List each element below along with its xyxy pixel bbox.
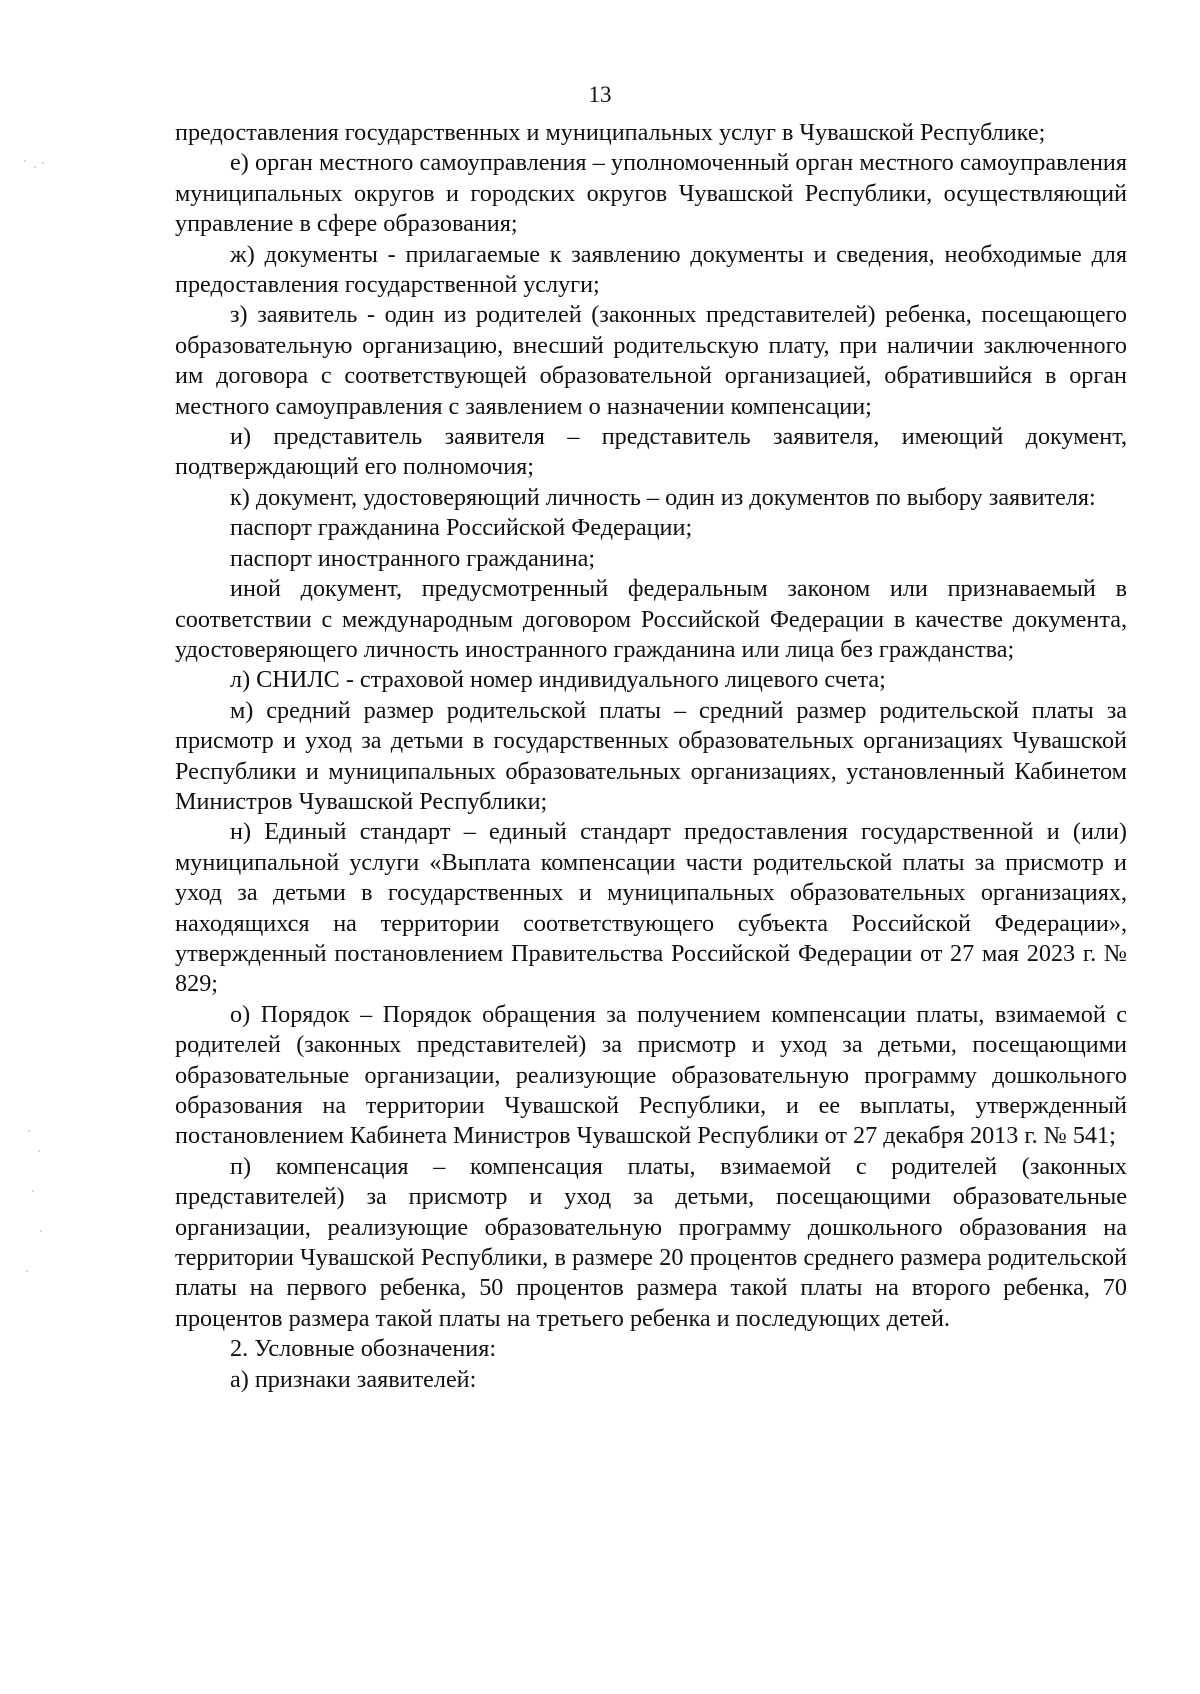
- paragraph-k-identity-document: к) документ, удостоверяющий личность – один из документов по выбору заявителя:: [230, 483, 1096, 511]
- paragraph-n-unified-standard: н) Единый стандарт – единый стандарт предоставления государственной и (или) муниципальной услуги «Выплата компенсации части родительской платы за присмотр и уход за детьми в государственных и муниципальных образовательных организациях, находящихся на территории соответствующего субъекта Российской Федерации», утвержденный постановлением Правительства Российской Федерации от 27 мая 2023 г. № 829;: [175, 818, 1127, 998]
- paragraph-i-representative: и) представитель заявителя – представитель заявителя, имеющий документ, подтверждающий его полномочия;: [175, 423, 1127, 481]
- paragraph-zh-documents: ж) документы - прилагаемые к заявлению документы и сведения, необходимые для предоставления государственной услуги;: [175, 240, 1127, 299]
- list-item-rf-passport: паспорт гражданина Российской Федерации;: [230, 514, 693, 542]
- paragraph-e-local-government: е) орган местного самоуправления – уполномоченный орган местного самоуправления муниципальных округов и городских округов Чувашской Республики, осуществляющий управление в сфере образования;: [175, 149, 1127, 238]
- paragraph-z-applicant: з) заявитель - один из родителей (законных представителей) ребенка, посещающего образовательную организацию, внесший родительскую плату, при наличии заключенного им договора с соответствующей образовательной организацией, обратившийся в орган местного самоуправления с заявлением о назначении компенсации;: [175, 301, 1127, 420]
- paragraph-m-average-fee: м) средний размер родительской платы – средний размер родительской платы за присмотр и уход за детьми в государственных образовательных организациях Чувашской Республики и муниципальных образовательных организациях, установленный Кабинетом Министров Чувашской Республики;: [175, 696, 1127, 815]
- paragraph-continuation: предоставления государственных и муниципальных услуг в Чувашской Республике;: [175, 119, 1046, 146]
- scan-specks: [20, 150, 60, 1350]
- body-text: [175, 118, 1127, 1395]
- list-item-other-document: иной документ, предусмотренный федеральным законом или признаваемый в соответствии с международным договором Российской Федерации в качестве документа, удостоверяющего личность иностранного гражданина или лица без гражданства;: [175, 575, 1127, 663]
- list-item-foreign-passport: паспорт иностранного гражданина;: [230, 544, 596, 572]
- paragraph-p-compensation: п) компенсация – компенсация платы, взимаемой с родителей (законных представителей) за присмотр и уход за детьми, посещающими образовательные организации, реализующие образовательную программу дошкольного образования на территории Чувашской Республики, в размере 20 процентов среднего размера родительской платы на первого ребенка, 50 процентов размера такой платы на второго ребенка, 70 процентов размера такой платы на третьего ребенка и последующих детей.: [175, 1152, 1127, 1332]
- section-heading-conventions: 2. Условные обозначения:: [230, 1335, 497, 1363]
- paragraph-l-snils: л) СНИЛС - страховой номер индивидуального лицевого счета;: [230, 666, 886, 694]
- paragraph-o-procedure: о) Порядок – Порядок обращения за получением компенсации платы, взимаемой с родителей (законных представителей) за присмотр и уход за детьми, посещающими образовательные организации, реализующие образовательную программу дошкольного образования на территории Чувашской Республики, и ее выплаты, утвержденный постановлением Кабинета Министров Чувашской Республики от 27 декабря 2013 г. № 541;: [175, 1000, 1127, 1150]
- paragraph-a-applicant-attributes: а) признаки заявителей:: [230, 1365, 477, 1393]
- page-number: 13: [588, 82, 612, 107]
